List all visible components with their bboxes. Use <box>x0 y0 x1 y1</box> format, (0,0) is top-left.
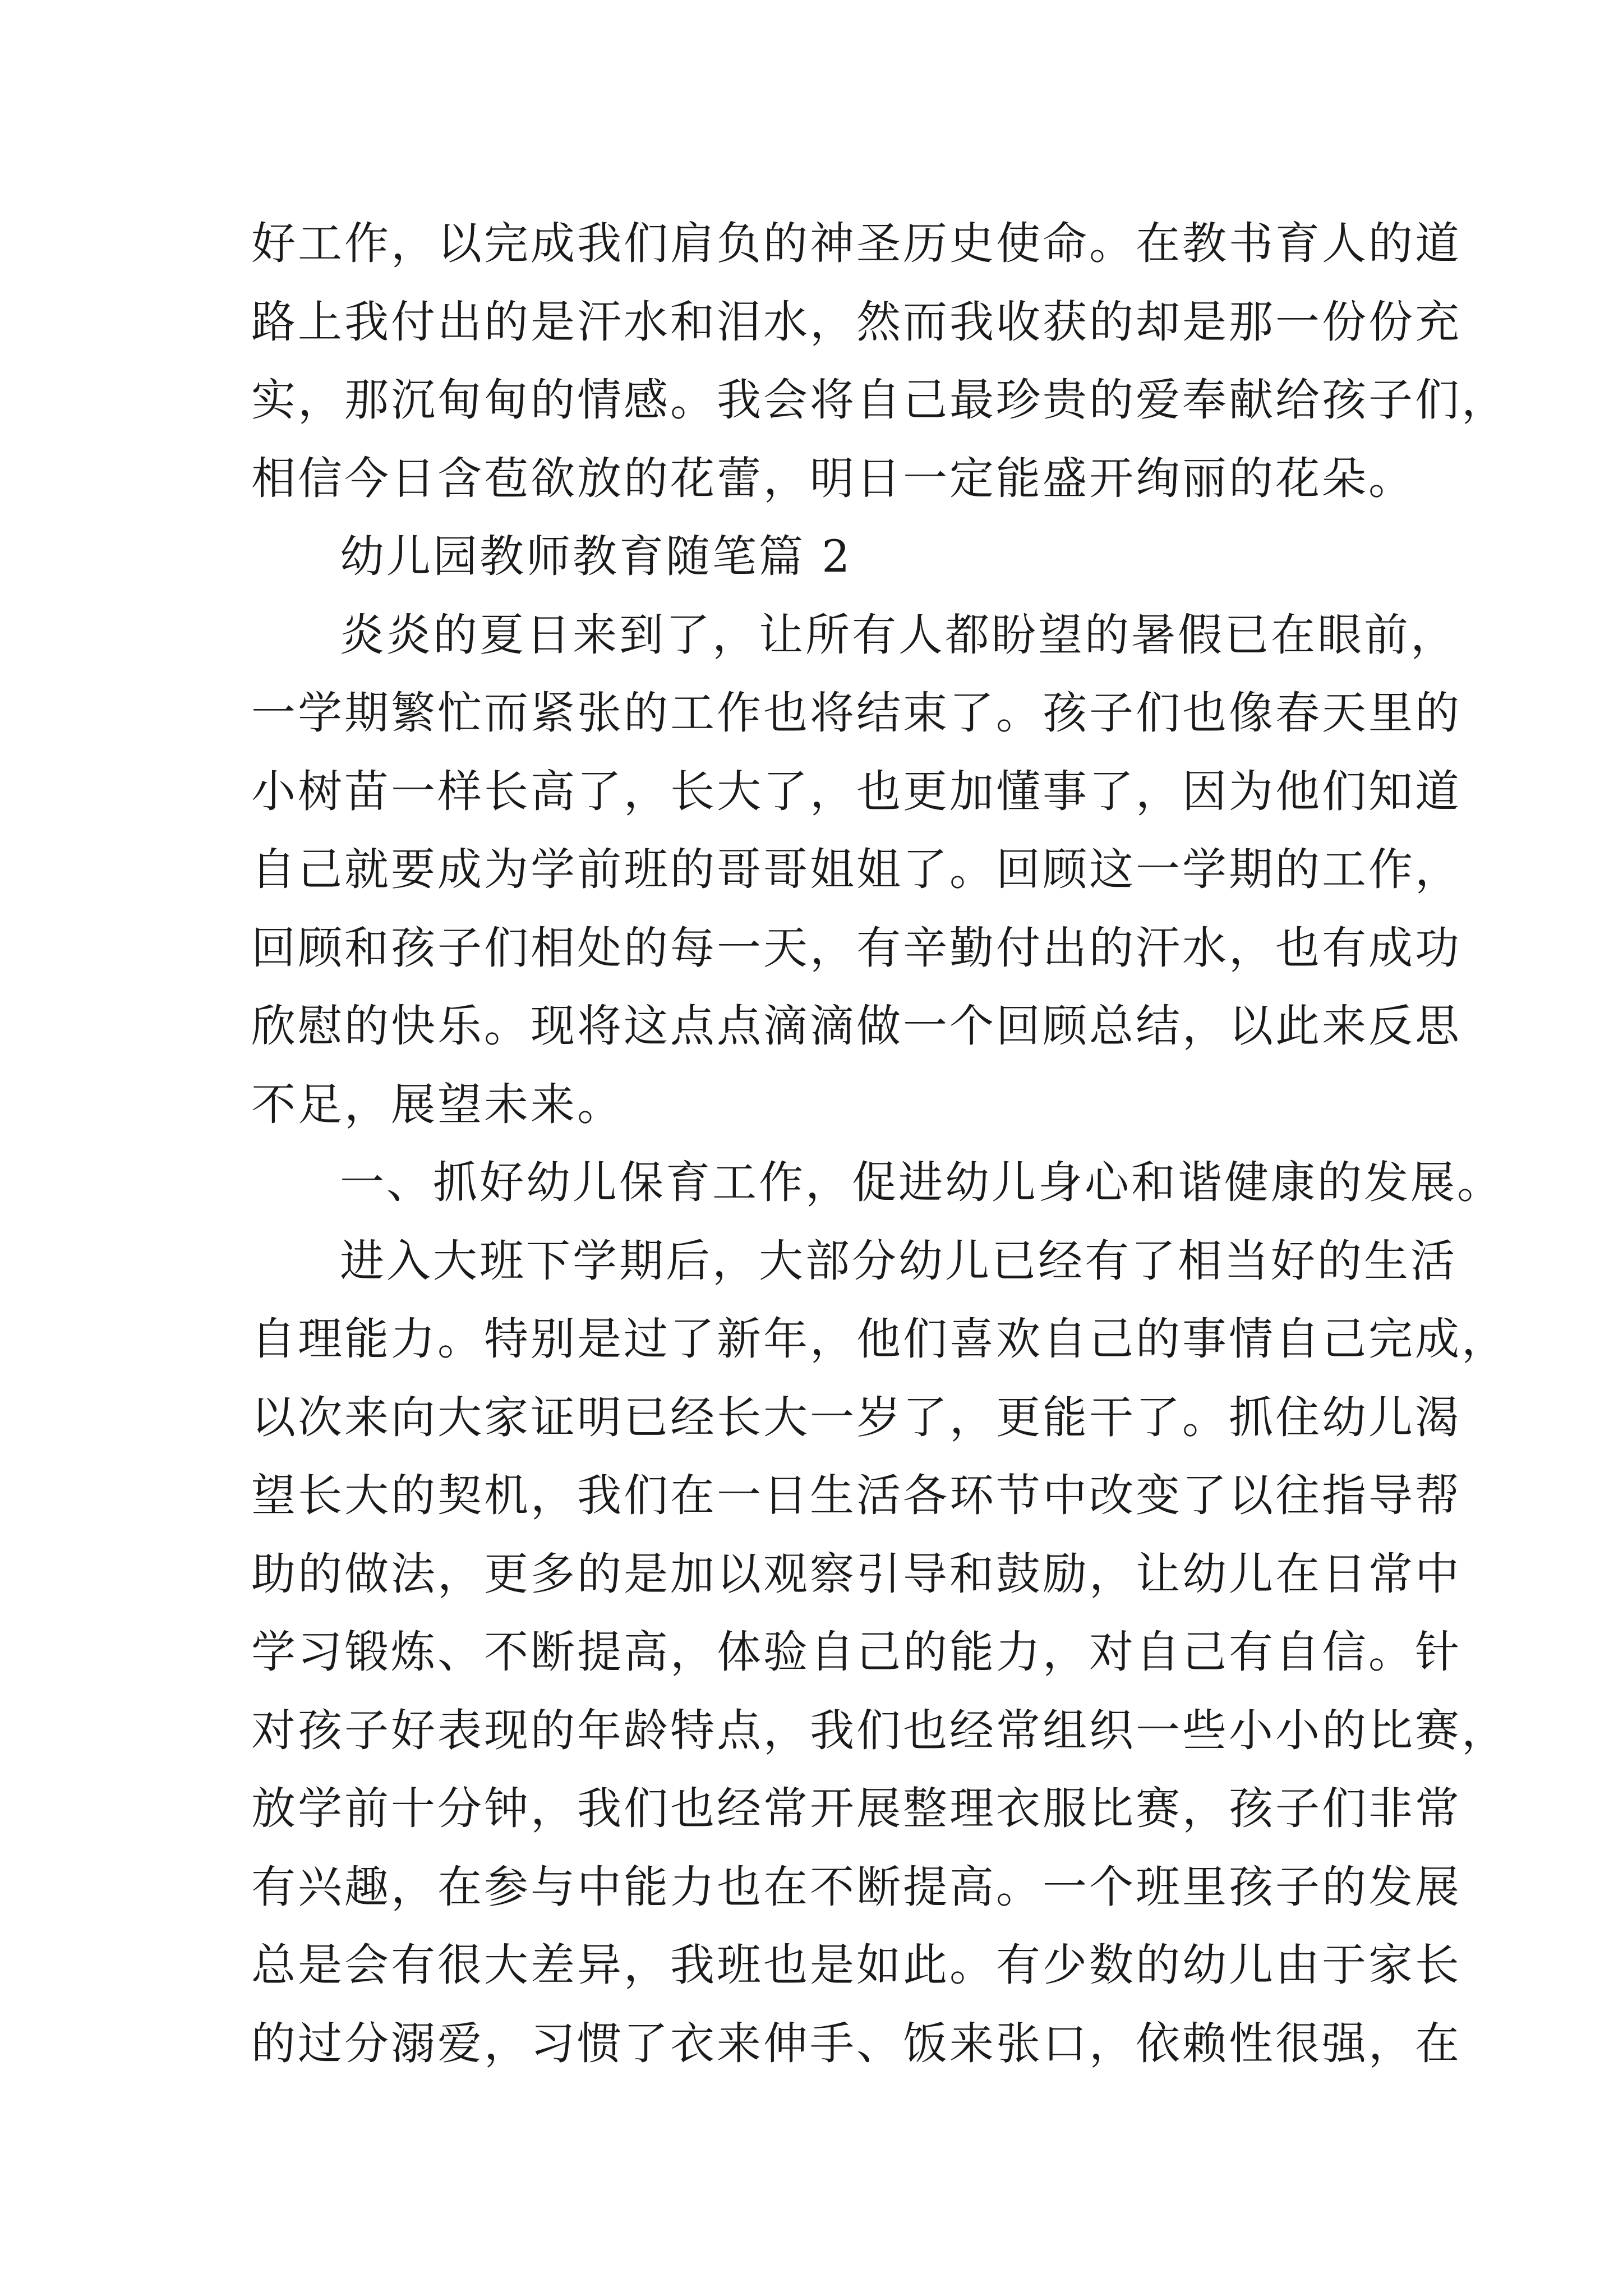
body-line: 的过分溺爱，习惯了衣来伸手、饭来张口，依赖性很强，在 <box>251 2017 1461 2069</box>
body-line: 自理能力。特别是过了新年，他们喜欢自己的事情自己完成， <box>251 1313 1508 1365</box>
section-heading: 一、抓好幼儿保育工作，促进幼儿身心和谐健康的发展。 <box>340 1157 1504 1208</box>
body-line: 相信今日含苞欲放的花蕾，明日一定能盛开绚丽的花朵。 <box>251 452 1415 504</box>
body-line: 有兴趣，在参与中能力也在不断提高。一个班里孩子的发展 <box>251 1861 1461 1913</box>
body-line: 望长大的契机，我们在一日生活各环节中改变了以往指导帮 <box>251 1470 1461 1521</box>
body-line: 路上我付出的是汗水和泪水，然而我收获的却是那一份份充 <box>251 296 1461 348</box>
body-line: 欣慰的快乐。现将这点点滴滴做一个回顾总结，以此来反思 <box>251 1000 1461 1052</box>
body-line: 回顾和孩子们相处的每一天，有辛勤付出的汗水，也有成功 <box>251 922 1461 974</box>
body-line: 总是会有很大差异，我班也是如此。有少数的幼儿由于家长 <box>251 1939 1461 1991</box>
document-body <box>251 205 1508 2083</box>
section-heading: 幼儿园教师教育随笔篇 2 <box>340 531 852 582</box>
body-line: 不足，展望未来。 <box>251 1078 624 1130</box>
body-line: 学习锻炼、不断提高，体验自己的能力，对自己有自信。针 <box>251 1626 1461 1678</box>
body-line: 自己就要成为学前班的哥哥姐姐了。回顾这一学期的工作， <box>251 844 1461 895</box>
paragraph-first-line: 进入大班下学期后，大部分幼儿已经有了相当好的生活 <box>340 1235 1457 1287</box>
body-line: 以次来向大家证明已经长大一岁了，更能干了。抓住幼儿渴 <box>251 1391 1461 1443</box>
body-line: 助的做法，更多的是加以观察引导和鼓励，让幼儿在日常中 <box>251 1548 1461 1600</box>
body-line: 放学前十分钟，我们也经常开展整理衣服比赛，孩子们非常 <box>251 1783 1461 1834</box>
body-line: 一学期繁忙而紧张的工作也将结束了。孩子们也像春天里的 <box>251 687 1461 739</box>
body-line: 小树苗一样长高了，长大了，也更加懂事了，因为他们知道 <box>251 765 1461 817</box>
body-line: 实，那沉甸甸的情感。我会将自己最珍贵的爱奉献给孩子们， <box>251 374 1508 426</box>
body-line: 好工作，以完成我们肩负的神圣历史使命。在教书育人的道 <box>251 218 1461 269</box>
body-line: 对孩子好表现的年龄特点，我们也经常组织一些小小的比赛， <box>251 1704 1508 1756</box>
paragraph-first-line: 炎炎的夏日来到了，让所有人都盼望的暑假已在眼前， <box>340 609 1457 661</box>
